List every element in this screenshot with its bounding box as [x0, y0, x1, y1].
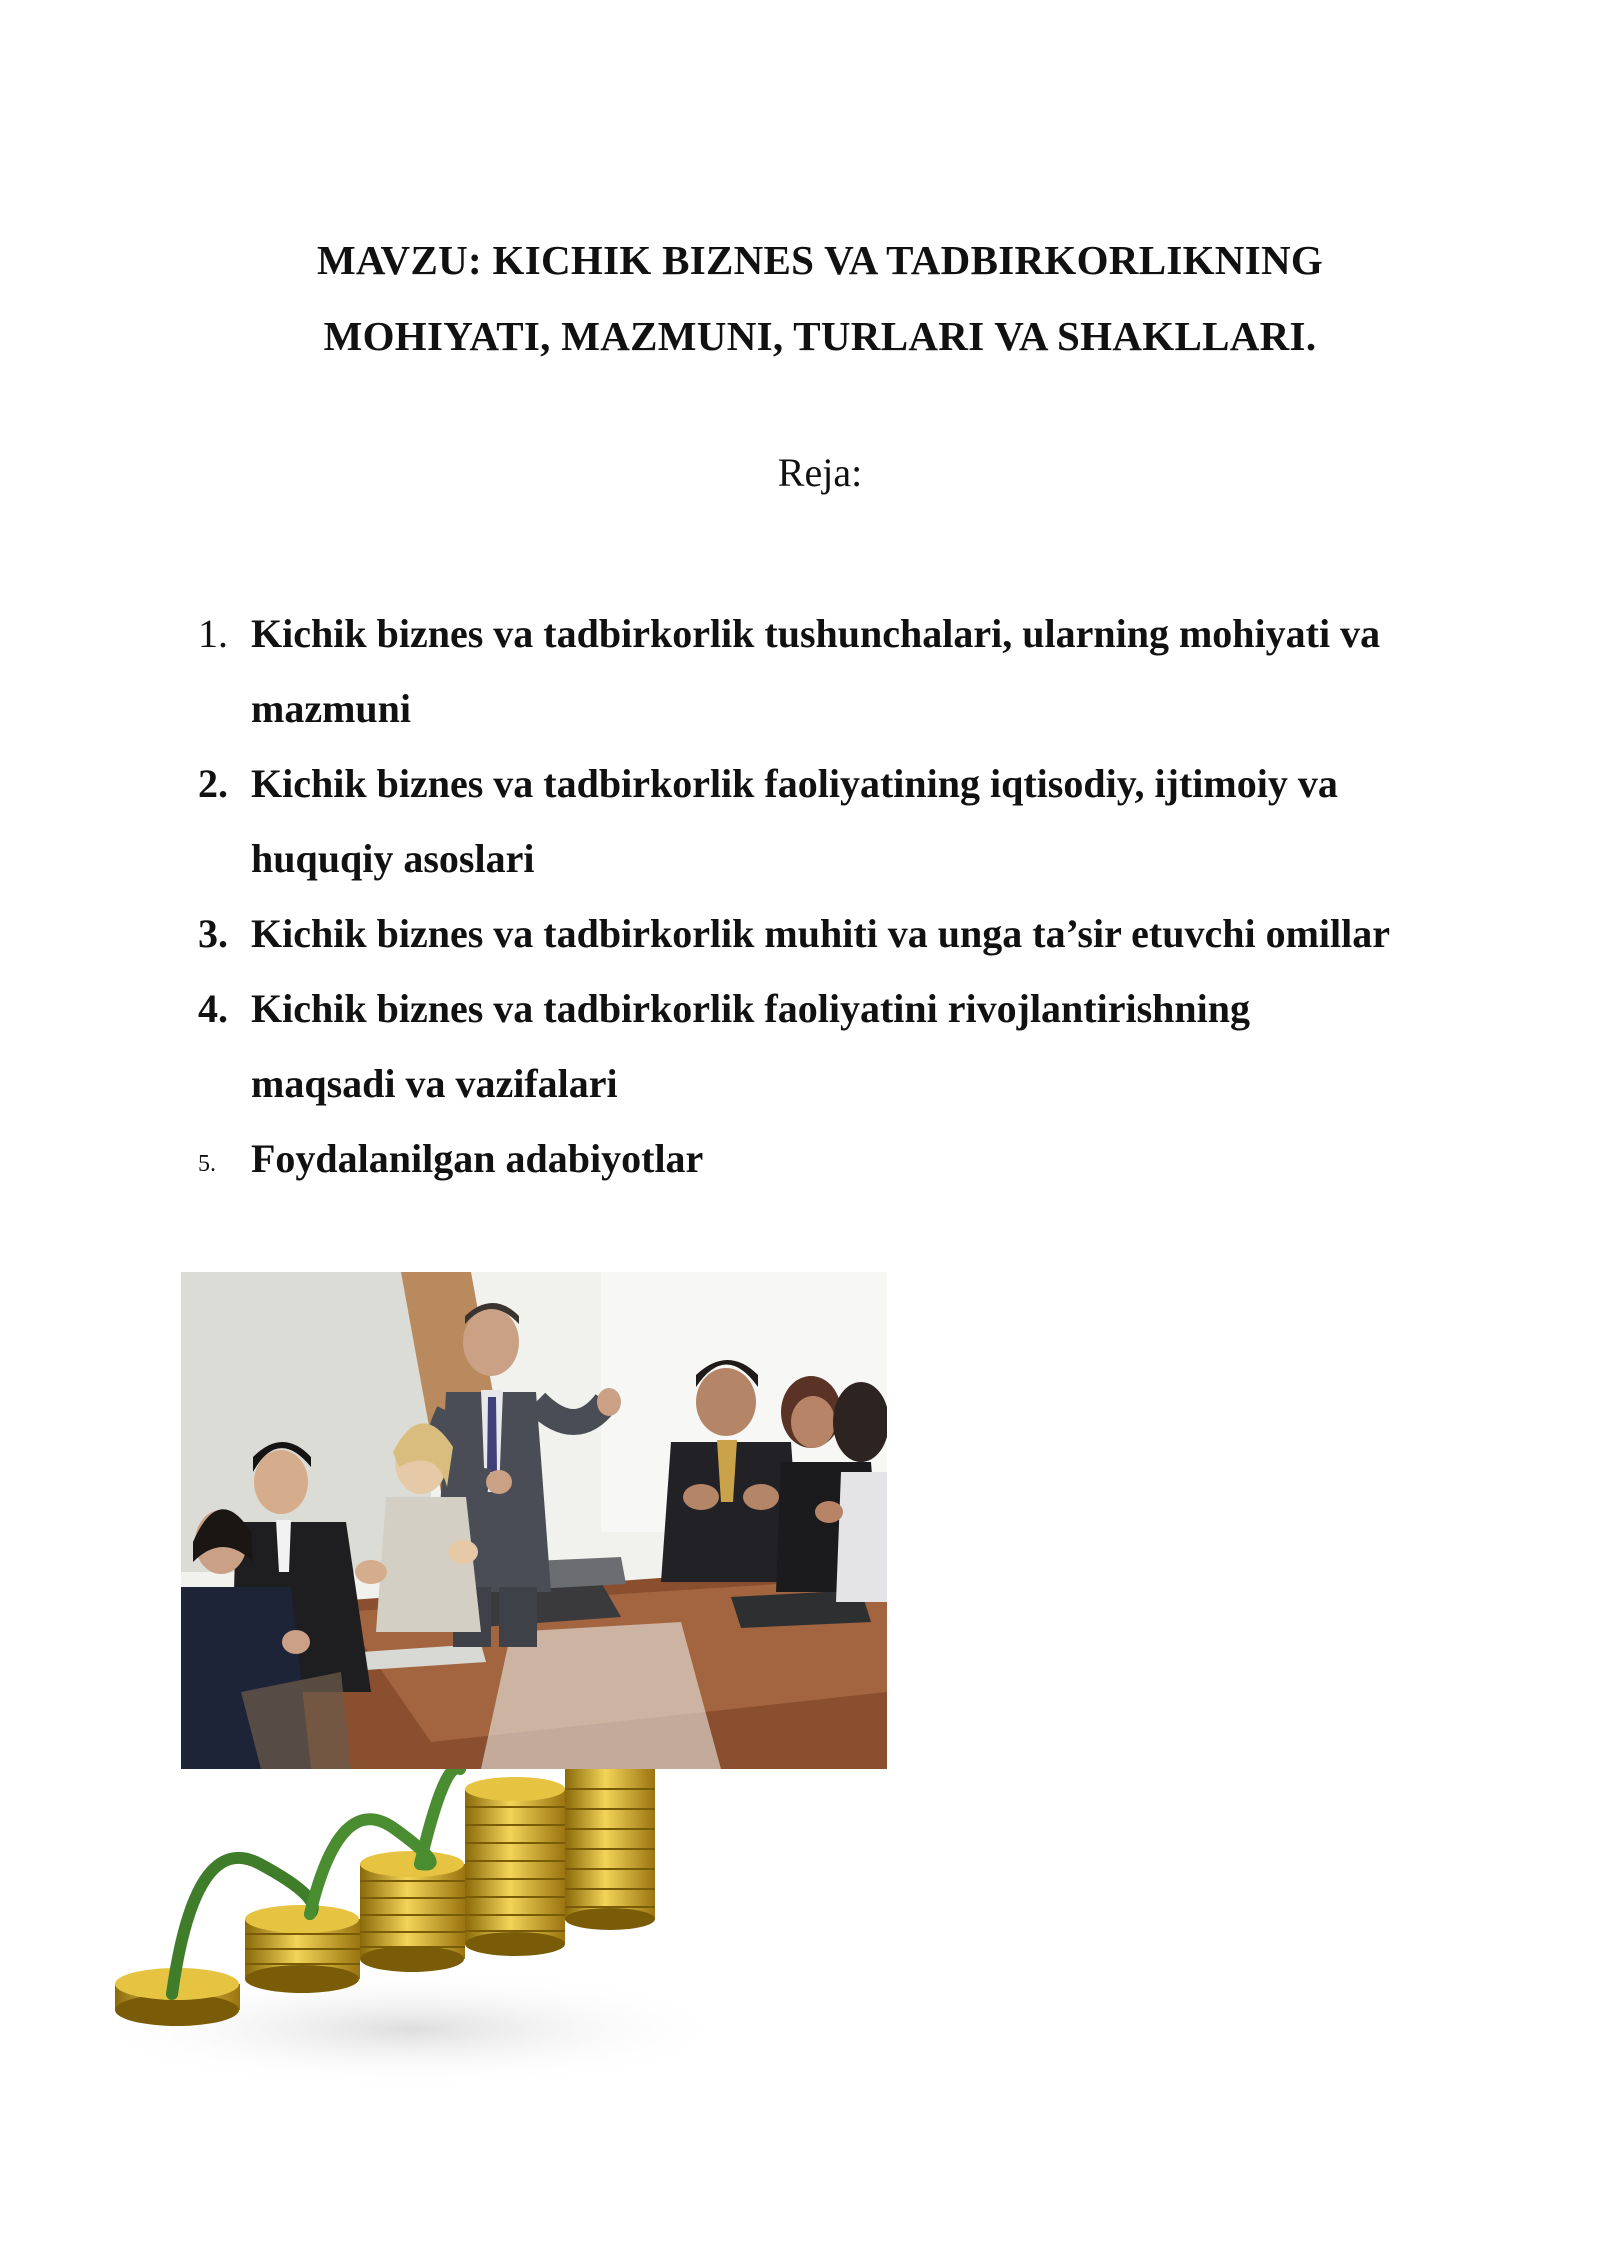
plan-item-4 [0, 971, 1600, 1121]
plan-item-text: Kichik biznes va tadbirkorlik tushunchalari, ularning mohiyati va [251, 611, 1381, 656]
title-line-1: MAVZU: KICHIK BIZNES VA TADBIRKORLIKNING [316, 237, 1324, 283]
plan-item-number: 4. [198, 986, 228, 1031]
document-title [0, 222, 1600, 374]
plan-item-1 [0, 596, 1600, 746]
plan-item-2 [0, 746, 1600, 896]
plan-item-5 [0, 1121, 1600, 1196]
plan-item-3 [0, 896, 1600, 971]
title-line-2: MOHIYATI, MAZMUNI, TURLARI VA SHAKLLARI. [323, 313, 1317, 359]
plan-heading: Reja: [777, 450, 863, 495]
plan-item-text: mazmuni [251, 686, 411, 731]
plan-item-text: Kichik biznes va tadbirkorlik faoliyatini rivojlantirishning [251, 986, 1251, 1031]
plan-item-text: Kichik biznes va tadbirkorlik muhiti va unga ta’sir etuvchi omillar [251, 911, 1390, 956]
coin-growth-illustration [110, 1769, 810, 2089]
plan-list [0, 596, 1600, 1196]
plan-item-text: Foydalanilgan adabiyotlar [251, 1136, 704, 1181]
plan-item-number: 1. [198, 611, 228, 656]
plan-item-text: huquqiy asoslari [251, 836, 535, 881]
plan-item-text: Kichik biznes va tadbirkorlik faoliyatining iqtisodiy, ijtimoiy va [251, 761, 1338, 806]
plan-item-text: maqsadi va vazifalari [251, 1061, 618, 1106]
plan-item-number: 2. [198, 761, 228, 806]
business-meeting-photo [181, 1272, 887, 1769]
plan-item-number: 3. [198, 911, 228, 956]
plan-item-number: 5. [198, 1151, 216, 1177]
